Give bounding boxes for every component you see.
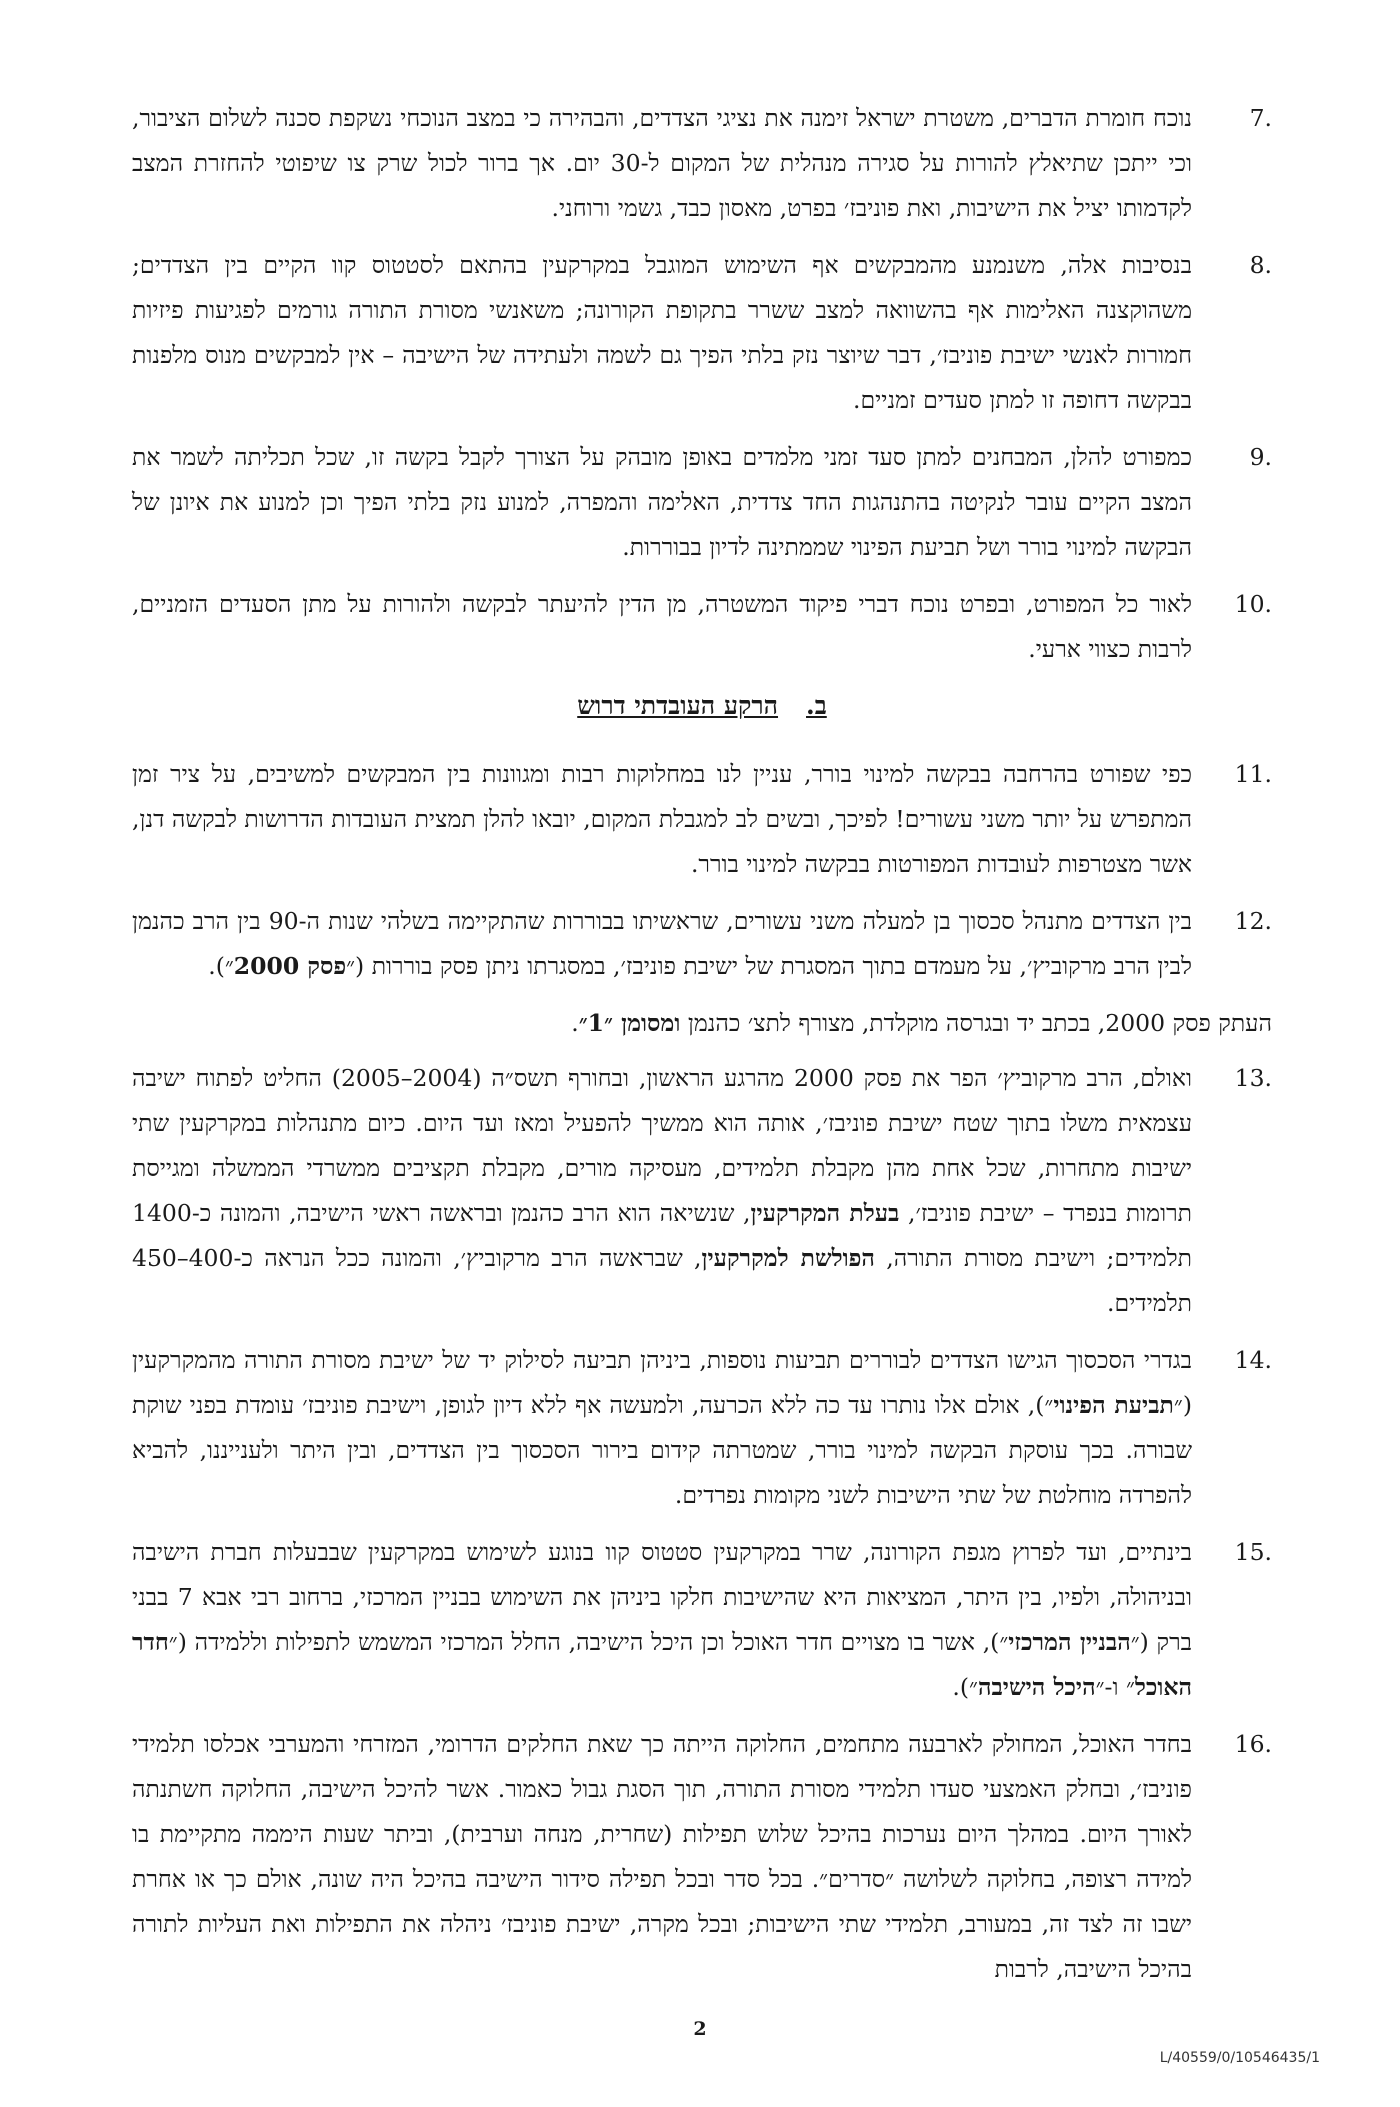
paragraph-text: לאור כל המפורט, ובפרט נוכח דברי פיקוד המשטרה, מן הדין להיעתר לבקשה ולהורות על מתן הסעדים הזמניים, לרבות כצווי ארעי.	[132, 590, 1192, 663]
paragraph-15	[132, 1530, 1272, 1710]
paragraph-number: 15.	[1234, 1538, 1272, 1566]
paragraph-number: 12.	[1234, 907, 1272, 935]
paragraph-13	[132, 1056, 1272, 1326]
document-reference: L/40559/0/10546435/1	[1159, 2050, 1320, 2066]
paragraph-text: ואולם, הרב מרקוביץ׳ הפר את פסק 2000 מהרגע הראשון, ובחורף תשס״ה (2004–2005) החליט לפתוח ישיבה עצמאית משלו בתוך שטח ישיבת פוניבז׳, אותה הוא ממשיך להפעיל ומאז ועד היום. כיום מתנהלות במקרקעין שתי ישיבות מתחרות, שכל אחת מהן מקבלת תלמידים, מעסיקה מורים, מקבלת תקציבים ממשרדי הממשלה ומגייסת תרומות בנפרד – ישיבת פוניבז׳,	[132, 1064, 1192, 1227]
paragraph-7	[132, 96, 1272, 231]
paragraph-text-mid: , שנשיאה הוא הרב כהנמן ובראשה ראשי הישיבה, והמונה כ-1400 תלמידים; וישיבת מסורת התורה,	[132, 1199, 1192, 1272]
paragraph-9	[132, 435, 1272, 570]
paragraph-number: 16.	[1234, 1730, 1272, 1758]
defined-term: הפולשת למקרקעין	[701, 1244, 875, 1272]
paragraph-text-mid: ״), אשר בו מצויים חדר האוכל וכן היכל הישיבה, החלל המרכזי המשמש לתפילות וללמידה (״	[168, 1628, 1009, 1656]
defined-term: חדר האוכל	[132, 1628, 1192, 1701]
defined-term: היכל הישיבה	[977, 1673, 1096, 1701]
paragraph-text-end: , שבראשה הרב מרקוביץ׳, והמונה ככל הנראה כ-400–450 תלמידים.	[132, 1244, 1192, 1317]
paragraph-number: 13.	[1234, 1064, 1272, 1092]
paragraph-text-end: ״), אולם אלו נותרו עד כה ללא הכרעה, ולמעשה אף ללא דיון לגופן, וישיבת פוניבז׳ עומדת בפני שוקת שבורה. בכך עוסקת הבקשה למינוי בורר, שמטרתה קידום בירור הסכסוך בין הצדדים, ובין היתר ולענייננו, להביא להפרדה מוחלטת של שתי הישיבות לשני מקומות נפרדים.	[132, 1391, 1192, 1509]
exhibit-label: ומסומן ״1״	[578, 1009, 681, 1037]
paragraph-text-mid2: ״ ו-״	[1095, 1673, 1135, 1701]
paragraph-number: 9.	[1249, 443, 1272, 471]
defined-term: הבניין המרכזי	[1008, 1628, 1131, 1656]
paragraph-11	[132, 752, 1272, 887]
exhibit-text-end: .	[571, 1009, 579, 1037]
defined-term: בעלת המקרקעין	[750, 1199, 900, 1227]
paragraph-14	[132, 1338, 1272, 1518]
paragraph-text: בינתיים, ועד לפרוץ מגפת הקורונה, שרר במקרקעין סטטוס קוו בנוגע לשימוש במקרקעין שבבעלות חברת הישיבה ובניהולה, ולפיו, בין היתר, המציאות היא שהישיבות חלקו ביניהן את השימוש בבניין המרכזי, ברחוב רבי אבא 7 בבני ברק (״	[132, 1538, 1192, 1656]
section-heading	[132, 686, 1272, 726]
paragraph-number: 11.	[1234, 760, 1272, 788]
document-page	[132, 96, 1272, 2004]
page-number: 2	[693, 2018, 707, 2040]
paragraph-text-end: ״).	[952, 1673, 978, 1701]
defined-term: תביעת הפינוי	[1053, 1391, 1174, 1419]
section-title: הרקע העובדתי דרוש	[577, 691, 779, 720]
paragraph-10	[132, 582, 1272, 672]
exhibit-note	[132, 1001, 1272, 1046]
paragraph-text: בגדרי הסכסוך הגישו הצדדים לבוררים תביעות נוספות, ביניהן תביעה לסילוק יד של ישיבת מסורת התורה מהמקרקעין (״	[132, 1346, 1192, 1419]
defined-term: פסק 2000	[233, 952, 347, 980]
exhibit-text: העתק פסק 2000, בכתב יד ובגרסה מוקלדת, מצורף לתצ׳ כהנמן	[680, 1009, 1272, 1037]
section-letter: ב.	[806, 691, 827, 720]
paragraph-text: בין הצדדים מתנהל סכסוך בן למעלה משני עשורים, שראשיתו בבוררות שהתקיימה בשלהי שנות ה-90 בין הרב כהנמן לבין הרב מרקוביץ׳, על מעמדם בתוך המסגרת של ישיבת פוניבז׳, במסגרתו ניתן פסק בוררות (״	[132, 907, 1192, 980]
paragraph-8	[132, 243, 1272, 423]
paragraph-12	[132, 899, 1272, 989]
paragraph-text: נוכח חומרת הדברים, משטרת ישראל זימנה את נציגי הצדדים, והבהירה כי במצב הנוכחי נשקפת סכנה לשלום הציבור, וכי ייתכן שתיאלץ להורות על סגירה מנהלית של המקום ל-30 יום. אך ברור לכול שרק צו שיפוטי להחזרת המצב לקדמותו יציל את הישיבות, ואת פוניבז׳ בפרט, מאסון כבד, גשמי ורוחני.	[132, 104, 1192, 222]
paragraph-text-end: ״).	[208, 952, 234, 980]
paragraph-number: 14.	[1234, 1346, 1272, 1374]
paragraph-number: 7.	[1249, 104, 1272, 132]
paragraph-text: כמפורט להלן, המבחנים למתן סעד זמני מלמדים באופן מובהק על הצורך לקבל בקשה זו, שכל תכליתה לשמר את המצב הקיים עובר לנקיטה בהתנהגות החד צדדית, האלימה והמפרה, למנוע נזק בלתי הפיך וכן למנוע את איונן של הבקשה למינוי בורר ושל תביעת הפינוי שממתינה לדיון בבוררות.	[132, 443, 1192, 561]
paragraph-number: 10.	[1234, 590, 1272, 618]
paragraph-16	[132, 1722, 1272, 1992]
paragraph-text: בנסיבות אלה, משנמנע מהמבקשים אף השימוש המוגבל במקרקעין בהתאם לסטטוס קוו הקיים בין הצדדים; משהוקצנה האלימות אף בהשוואה למצב ששרר בתקופת הקורונה; משאנשי מסורת התורה גורמים לפגיעות פיזיות חמורות לאנשי ישיבת פוניבז׳, דבר שיוצר נזק בלתי הפיך גם לשמה ולעתידה של הישיבה – אין למבקשים מנוס מלפנות בבקשה דחופה זו למתן סעדים זמניים.	[132, 251, 1192, 414]
paragraph-number: 8.	[1249, 251, 1272, 279]
paragraph-text: כפי שפורט בהרחבה בבקשה למינוי בורר, עניין לנו במחלוקות רבות ומגוונות בין המבקשים למשיבים, על ציר זמן המתפרש על יותר משני עשורים! לפיכך, ובשים לב למגבלת המקום, יובאו להלן תמצית העובדות הדרושות לבקשה דנן, אשר מצטרפות לעובדות המפורטות בבקשה למינוי בורר.	[132, 760, 1192, 878]
paragraph-text: בחדר האוכל, המחולק לארבעה מתחמים, החלוקה הייתה כך שאת החלקים הדרומי, המזרחי והמערבי אכלסו תלמידי פוניבז׳, ובחלק האמצעי סעדו תלמידי מסורת התורה, תוך הסגת גבול כאמור. אשר להיכל הישיבה, החלוקה חשתנתה לאורך היום. במהלך היום נערכות בהיכל שלוש תפילות (שחרית, מנחה וערבית), וביתר שעות היממה מתקיימת בו למידה רצופה, בחלוקה לשלושה ״סדרים״. בכל סדר ובכל תפילה סידור הישיבה בהיכל היה שונה, אולם כך או אחרת ישבו זה לצד זה, במעורב, תלמידי שתי הישיבות; ובכל מקרה, ישיבת פוניבז׳ ניהלה את התפילות ואת העליות לתורה בהיכל הישיבה, לרבות	[132, 1730, 1192, 1983]
